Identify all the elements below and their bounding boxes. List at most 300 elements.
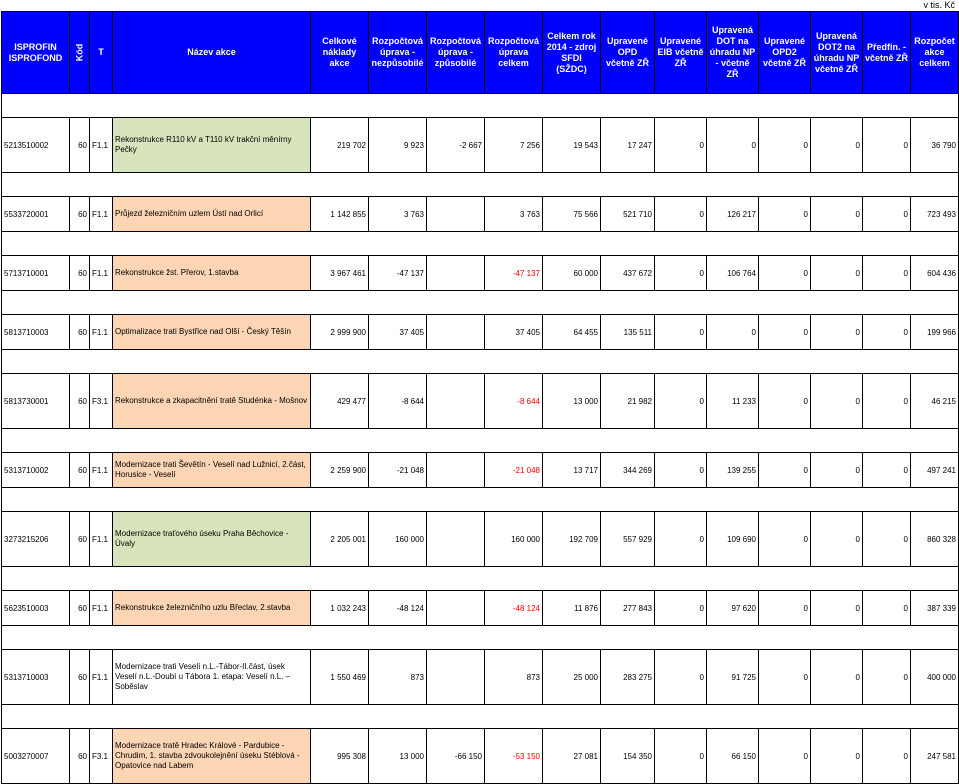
spacer-cell: [427, 626, 485, 650]
cell-dot: 91 725: [707, 650, 759, 705]
spacer-cell: [759, 488, 811, 512]
spacer-cell: [911, 232, 959, 256]
cell-code: 5213510002: [2, 118, 70, 173]
spacer-cell: [427, 232, 485, 256]
cell-dot2: 0: [811, 374, 863, 429]
cell-dot2: 0: [811, 315, 863, 350]
spacer-cell: [863, 173, 911, 197]
cell-predfin: 0: [863, 256, 911, 291]
spacer-cell: [707, 173, 759, 197]
cell-name: Rekonstrukce R110 kV a T110 kV trakční měnírny Pečky: [113, 118, 311, 173]
cell-kod: 60: [70, 374, 90, 429]
cell-dot2: 0: [811, 512, 863, 567]
cell-dot: 0: [707, 118, 759, 173]
cell-opd2: 0: [759, 512, 811, 567]
spacer-cell: [369, 94, 427, 118]
spacer-cell: [369, 429, 427, 453]
spacer-cell: [113, 173, 311, 197]
cell-eib: 0: [655, 650, 707, 705]
spacer-cell: [655, 232, 707, 256]
cell-celkove: 1 032 243: [311, 591, 369, 626]
spacer-row: [2, 567, 959, 591]
cell-name: Modernizace trati Veselí n.L.-Tábor-II.část, úsek Veselí n.L.-Doubí u Tábora 1. etapa: Veselí n.L. – Soběslav: [113, 650, 311, 705]
cell-dot: 139 255: [707, 453, 759, 488]
spacer-cell: [811, 350, 863, 374]
spacer-cell: [911, 626, 959, 650]
spacer-cell: [655, 291, 707, 315]
spacer-cell: [543, 705, 601, 729]
cell-eib: 0: [655, 118, 707, 173]
cell-opd: 344 269: [601, 453, 655, 488]
cell-nezp: -47 137: [369, 256, 427, 291]
header-predfin: Předfin. - včetně ZŘ: [863, 12, 911, 94]
cell-opd: 521 710: [601, 197, 655, 232]
spacer-cell: [311, 429, 369, 453]
cell-celkove: 995 308: [311, 729, 369, 784]
cell-predfin: 0: [863, 118, 911, 173]
spacer-row: [2, 291, 959, 315]
cell-t: F1.1: [90, 453, 113, 488]
cell-celkem: -21 048: [485, 453, 543, 488]
spacer-cell: [601, 488, 655, 512]
spacer-cell: [311, 350, 369, 374]
cell-name: Průjezd železničním uzlem Ústí nad Orlicí: [113, 197, 311, 232]
header-eib: Upravené EIB včetně ZŘ: [655, 12, 707, 94]
spacer-cell: [655, 94, 707, 118]
table-row: [2, 453, 959, 488]
cell-eib: 0: [655, 315, 707, 350]
header-dot-np: Upravená DOT na úhradu NP - včetně ZŘ: [707, 12, 759, 94]
spacer-cell: [90, 173, 113, 197]
cell-eib: 0: [655, 256, 707, 291]
header-celkove: Celkové náklady akce: [311, 12, 369, 94]
cell-opd2: 0: [759, 591, 811, 626]
spacer-cell: [485, 429, 543, 453]
spacer-cell: [369, 291, 427, 315]
cell-rozpocet: 723 493: [911, 197, 959, 232]
spacer-cell: [863, 429, 911, 453]
cell-opd2: 0: [759, 315, 811, 350]
spacer-cell: [427, 488, 485, 512]
spacer-cell: [2, 232, 70, 256]
cell-rozpocet: 36 790: [911, 118, 959, 173]
cell-eib: 0: [655, 197, 707, 232]
cell-rok: 27 081: [543, 729, 601, 784]
spacer-cell: [911, 173, 959, 197]
cell-rok: 13 717: [543, 453, 601, 488]
spacer-cell: [485, 291, 543, 315]
spacer-cell: [911, 705, 959, 729]
spacer-cell: [2, 94, 70, 118]
spacer-cell: [759, 173, 811, 197]
table-row: [2, 256, 959, 291]
spacer-cell: [601, 350, 655, 374]
cell-celkem: 3 763: [485, 197, 543, 232]
cell-celkem: 873: [485, 650, 543, 705]
spacer-cell: [543, 291, 601, 315]
cell-dot: 109 690: [707, 512, 759, 567]
cell-rok: 60 000: [543, 256, 601, 291]
spacer-cell: [369, 350, 427, 374]
spacer-cell: [911, 567, 959, 591]
spacer-cell: [2, 173, 70, 197]
spacer-cell: [113, 567, 311, 591]
cell-predfin: 0: [863, 453, 911, 488]
spacer-cell: [655, 705, 707, 729]
cell-celkove: 219 702: [311, 118, 369, 173]
cell-rozpocet: 497 241: [911, 453, 959, 488]
cell-opd2: 0: [759, 453, 811, 488]
table-row: [2, 512, 959, 567]
spacer-cell: [90, 94, 113, 118]
cell-dot2: 0: [811, 118, 863, 173]
spacer-cell: [543, 173, 601, 197]
spacer-cell: [485, 94, 543, 118]
spacer-cell: [543, 350, 601, 374]
spacer-cell: [113, 626, 311, 650]
spacer-cell: [70, 705, 90, 729]
spacer-cell: [70, 232, 90, 256]
spacer-cell: [427, 291, 485, 315]
spacer-cell: [369, 626, 427, 650]
cell-rok: 13 000: [543, 374, 601, 429]
header-nazev: Název akce: [113, 12, 311, 94]
header-kod: Kód: [70, 12, 90, 94]
cell-nezp: 9 923: [369, 118, 427, 173]
spacer-cell: [601, 94, 655, 118]
cell-zp: [427, 197, 485, 232]
cell-code: 5313710002: [2, 453, 70, 488]
spacer-cell: [911, 429, 959, 453]
cell-zp: [427, 374, 485, 429]
cell-code: 3273215206: [2, 512, 70, 567]
cell-predfin: 0: [863, 650, 911, 705]
header-row: [2, 12, 959, 94]
spacer-cell: [863, 94, 911, 118]
spacer-cell: [759, 291, 811, 315]
spacer-cell: [811, 232, 863, 256]
header-opd2: Upravené OPD2 včetně ZŘ: [759, 12, 811, 94]
cell-opd: 283 275: [601, 650, 655, 705]
cell-dot2: 0: [811, 453, 863, 488]
spacer-cell: [2, 291, 70, 315]
spacer-cell: [759, 705, 811, 729]
cell-opd: 17 247: [601, 118, 655, 173]
spacer-cell: [811, 94, 863, 118]
cell-celkem: 7 256: [485, 118, 543, 173]
spacer-cell: [911, 94, 959, 118]
cell-name: Optimalizace trati Bystřice nad Olší - Český Těšín: [113, 315, 311, 350]
spacer-cell: [311, 232, 369, 256]
spacer-cell: [759, 429, 811, 453]
spacer-cell: [311, 291, 369, 315]
cell-zp: [427, 650, 485, 705]
cell-dot2: 0: [811, 591, 863, 626]
header-rozp-celkem: Rozpočtová úprava celkem: [485, 12, 543, 94]
cell-kod: 60: [70, 591, 90, 626]
cell-celkove: 2 999 900: [311, 315, 369, 350]
cell-rozpocet: 604 436: [911, 256, 959, 291]
spacer-cell: [70, 429, 90, 453]
cell-name: Modernizace trati Ševětín - Veselí nad Lužnicí, 2.část, Horusice - Veselí: [113, 453, 311, 488]
cell-t: F1.1: [90, 512, 113, 567]
spacer-cell: [811, 488, 863, 512]
table-row: [2, 315, 959, 350]
spacer-cell: [911, 488, 959, 512]
cell-celkem: -53 150: [485, 729, 543, 784]
cell-celkove: 1 142 855: [311, 197, 369, 232]
spacer-cell: [707, 567, 759, 591]
spacer-cell: [113, 232, 311, 256]
spacer-cell: [601, 429, 655, 453]
spacer-cell: [707, 350, 759, 374]
spacer-cell: [70, 94, 90, 118]
spacer-cell: [90, 626, 113, 650]
spacer-cell: [655, 429, 707, 453]
spacer-cell: [863, 705, 911, 729]
cell-eib: 0: [655, 374, 707, 429]
cell-rok: 75 566: [543, 197, 601, 232]
cell-nezp: 873: [369, 650, 427, 705]
cell-code: 5623510003: [2, 591, 70, 626]
cell-rok: 64 455: [543, 315, 601, 350]
cell-zp: [427, 512, 485, 567]
spacer-cell: [427, 350, 485, 374]
cell-rozpocet: 387 339: [911, 591, 959, 626]
spacer-cell: [2, 567, 70, 591]
cell-t: F1.1: [90, 197, 113, 232]
spacer-cell: [90, 291, 113, 315]
spacer-cell: [485, 488, 543, 512]
spacer-cell: [311, 705, 369, 729]
cell-code: 5713710001: [2, 256, 70, 291]
spacer-cell: [863, 291, 911, 315]
cell-celkove: 2 259 900: [311, 453, 369, 488]
spacer-cell: [70, 488, 90, 512]
spacer-row: [2, 488, 959, 512]
cell-nezp: 37 405: [369, 315, 427, 350]
spacer-cell: [70, 291, 90, 315]
spacer-cell: [70, 173, 90, 197]
header-rozp-zp: Rozpočtová úprava - způsobilé: [427, 12, 485, 94]
cell-opd2: 0: [759, 256, 811, 291]
cell-celkem: 37 405: [485, 315, 543, 350]
cell-opd2: 0: [759, 729, 811, 784]
spacer-cell: [113, 488, 311, 512]
cell-eib: 0: [655, 591, 707, 626]
cell-celkem: 160 000: [485, 512, 543, 567]
cell-zp: [427, 453, 485, 488]
spacer-cell: [485, 173, 543, 197]
cell-name: Rekonstrukce a zkapacitnění tratě Studénka - Mošnov: [113, 374, 311, 429]
header-isprofin: ISPROFIN ISPROFOND: [2, 12, 70, 94]
cell-dot2: 0: [811, 197, 863, 232]
cell-predfin: 0: [863, 374, 911, 429]
spacer-cell: [759, 94, 811, 118]
cell-kod: 60: [70, 650, 90, 705]
spacer-cell: [811, 429, 863, 453]
spacer-cell: [811, 705, 863, 729]
cell-predfin: 0: [863, 197, 911, 232]
table-row: [2, 374, 959, 429]
header-rozp-nezp: Rozpočtová úprava - nezpůsobilé: [369, 12, 427, 94]
spacer-cell: [655, 626, 707, 650]
spacer-cell: [863, 567, 911, 591]
cell-opd: 21 982: [601, 374, 655, 429]
cell-dot: 97 620: [707, 591, 759, 626]
table-row: [2, 650, 959, 705]
cell-nezp: -21 048: [369, 453, 427, 488]
cell-kod: 60: [70, 197, 90, 232]
spacer-cell: [863, 350, 911, 374]
spacer-cell: [311, 567, 369, 591]
cell-t: F1.1: [90, 315, 113, 350]
cell-rozpocet: 400 000: [911, 650, 959, 705]
spacer-cell: [113, 705, 311, 729]
spacer-cell: [543, 567, 601, 591]
spacer-cell: [601, 567, 655, 591]
header-rozpocet: Rozpočet akce celkem: [911, 12, 959, 94]
cell-nezp: 3 763: [369, 197, 427, 232]
cell-zp: [427, 256, 485, 291]
cell-name: Modernizace traťového úseku Praha Běchovice - Úvaly: [113, 512, 311, 567]
spacer-cell: [543, 626, 601, 650]
cell-dot: 66 150: [707, 729, 759, 784]
header-celkem-rok: Celkem rok 2014 - zdroj SFDI (SŽDC): [543, 12, 601, 94]
spacer-cell: [707, 705, 759, 729]
cell-celkove: 429 477: [311, 374, 369, 429]
spacer-cell: [707, 488, 759, 512]
spacer-cell: [759, 626, 811, 650]
cell-kod: 60: [70, 453, 90, 488]
spacer-cell: [655, 567, 707, 591]
cell-celkove: 1 550 469: [311, 650, 369, 705]
spacer-cell: [311, 626, 369, 650]
cell-code: 5533720001: [2, 197, 70, 232]
spacer-cell: [2, 488, 70, 512]
cell-opd2: 0: [759, 650, 811, 705]
spacer-cell: [911, 291, 959, 315]
spacer-cell: [2, 429, 70, 453]
spacer-cell: [311, 173, 369, 197]
spacer-cell: [90, 488, 113, 512]
cell-rozpocet: 247 581: [911, 729, 959, 784]
cell-t: F1.1: [90, 118, 113, 173]
spacer-cell: [70, 567, 90, 591]
spacer-cell: [2, 705, 70, 729]
spacer-cell: [113, 429, 311, 453]
table-row: [2, 591, 959, 626]
cell-opd2: 0: [759, 374, 811, 429]
spacer-cell: [113, 94, 311, 118]
unit-label: v tis. Kč: [923, 0, 955, 10]
cell-zp: [427, 591, 485, 626]
cell-opd2: 0: [759, 118, 811, 173]
cell-zp: -66 150: [427, 729, 485, 784]
cell-celkove: 2 205 001: [311, 512, 369, 567]
cell-opd: 437 672: [601, 256, 655, 291]
spacer-cell: [601, 232, 655, 256]
cell-dot: 11 233: [707, 374, 759, 429]
spacer-row: [2, 350, 959, 374]
spacer-row: [2, 429, 959, 453]
cell-predfin: 0: [863, 512, 911, 567]
spacer-row: [2, 626, 959, 650]
cell-rok: 11 876: [543, 591, 601, 626]
spacer-cell: [601, 291, 655, 315]
spacer-cell: [759, 567, 811, 591]
cell-kod: 60: [70, 729, 90, 784]
spacer-cell: [369, 488, 427, 512]
cell-code: 5813710003: [2, 315, 70, 350]
spacer-cell: [655, 173, 707, 197]
cell-celkove: 3 967 461: [311, 256, 369, 291]
cell-kod: 60: [70, 256, 90, 291]
cell-predfin: 0: [863, 315, 911, 350]
spacer-cell: [427, 705, 485, 729]
spacer-cell: [811, 173, 863, 197]
cell-predfin: 0: [863, 591, 911, 626]
cell-rozpocet: 199 966: [911, 315, 959, 350]
spacer-cell: [707, 626, 759, 650]
spacer-cell: [759, 350, 811, 374]
cell-opd: 154 350: [601, 729, 655, 784]
cell-eib: 0: [655, 729, 707, 784]
spacer-cell: [90, 429, 113, 453]
spacer-cell: [2, 626, 70, 650]
spacer-cell: [311, 488, 369, 512]
spacer-cell: [811, 626, 863, 650]
spacer-cell: [369, 705, 427, 729]
spacer-cell: [485, 232, 543, 256]
spacer-cell: [369, 173, 427, 197]
cell-celkem: -47 137: [485, 256, 543, 291]
budget-table: [1, 11, 959, 784]
cell-dot: 106 764: [707, 256, 759, 291]
cell-nezp: -48 124: [369, 591, 427, 626]
cell-celkem: -8 644: [485, 374, 543, 429]
spacer-cell: [863, 626, 911, 650]
header-dot2-np: Upravená DOT2 na úhradu NP včetně ZŘ: [811, 12, 863, 94]
cell-rok: 25 000: [543, 650, 601, 705]
spacer-cell: [369, 232, 427, 256]
spacer-cell: [655, 350, 707, 374]
cell-nezp: 13 000: [369, 729, 427, 784]
cell-kod: 60: [70, 512, 90, 567]
spacer-cell: [707, 429, 759, 453]
cell-opd2: 0: [759, 197, 811, 232]
header-t: T: [90, 12, 113, 94]
cell-opd: 557 929: [601, 512, 655, 567]
cell-nezp: 160 000: [369, 512, 427, 567]
spacer-cell: [427, 567, 485, 591]
cell-rok: 19 543: [543, 118, 601, 173]
cell-eib: 0: [655, 453, 707, 488]
cell-celkem: -48 124: [485, 591, 543, 626]
spacer-cell: [2, 350, 70, 374]
spacer-cell: [90, 567, 113, 591]
cell-name: Rekonstrukce železničního uzlu Břeclav, 2.stavba: [113, 591, 311, 626]
spacer-cell: [90, 705, 113, 729]
cell-opd: 277 843: [601, 591, 655, 626]
spacer-cell: [543, 94, 601, 118]
spacer-cell: [707, 291, 759, 315]
spacer-row: [2, 705, 959, 729]
spacer-cell: [759, 232, 811, 256]
spacer-cell: [90, 350, 113, 374]
cell-code: 5813730001: [2, 374, 70, 429]
cell-eib: 0: [655, 512, 707, 567]
